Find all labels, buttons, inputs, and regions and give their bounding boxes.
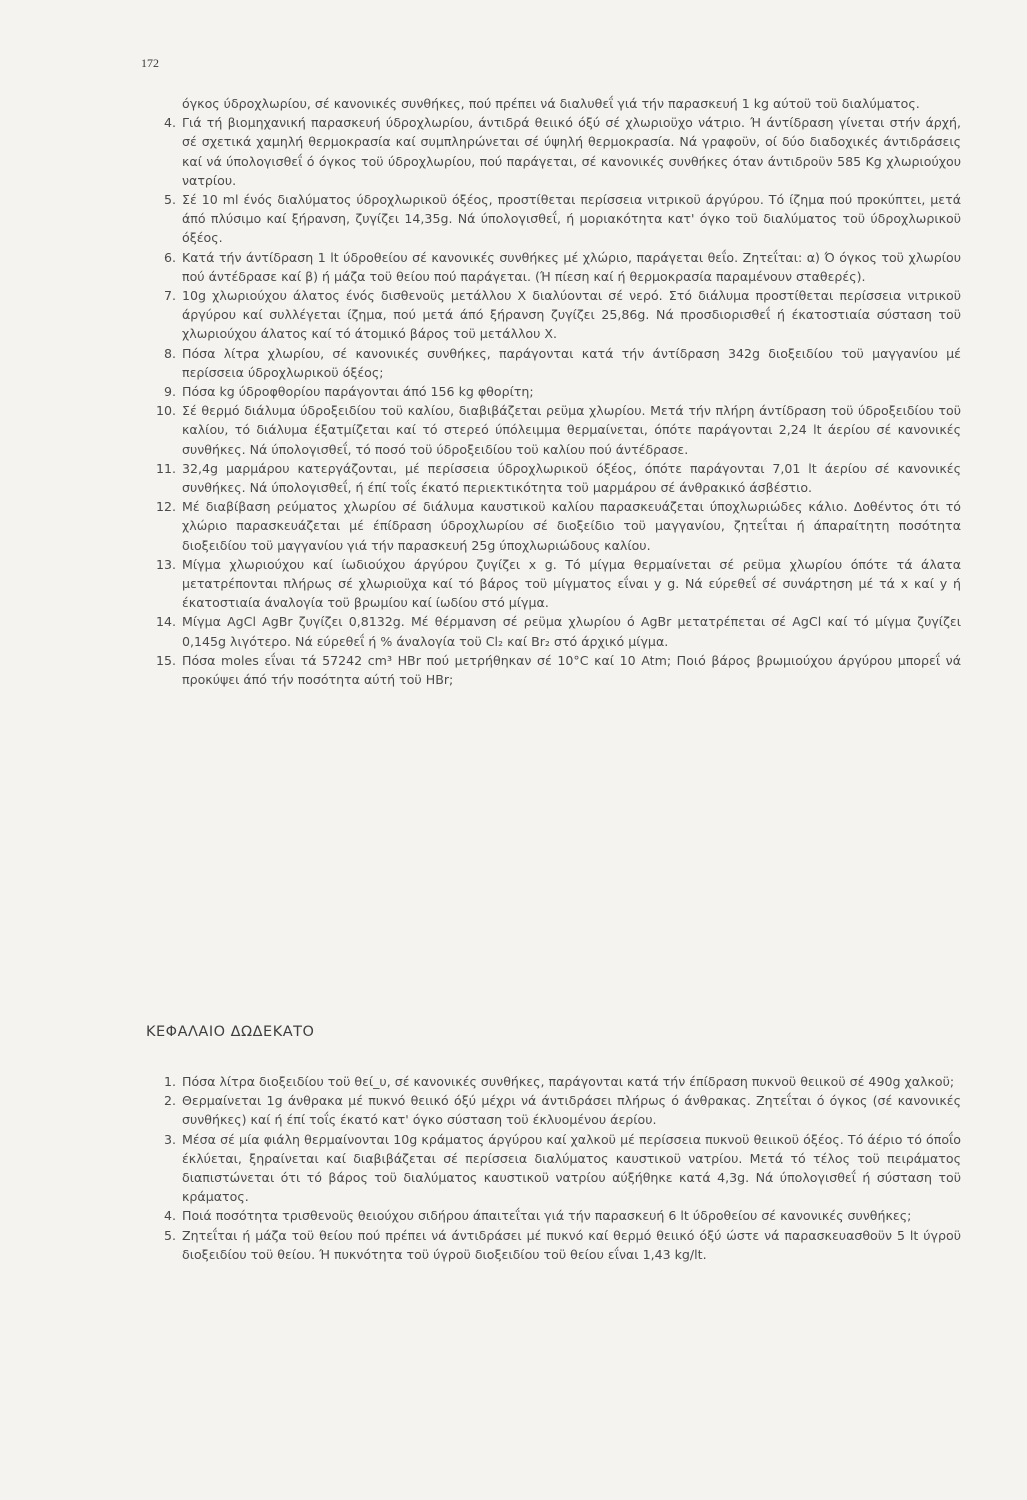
problem-number: 4. (163, 115, 176, 131)
problem-text: Σέ 10 ml ένός διαλύματος ύδροχλωρικοϋ όξέος, προστίθεται περίσσεια νιτρικοϋ άργύρου. Τό ίζημα πού προκύπτει, μετά άπό πλύσιμο καί ξήρανση, ζυγίζει 14,35g. Νά ύπολογισθεΐ, ή μοριακότητα κατ' όγκο τοϋ διαλύματος τοϋ ύδροχλωρικοϋ όξέος. (182, 192, 961, 246)
problem-item (146, 190, 961, 248)
problem-list (146, 113, 961, 689)
problem-text: Γιά τή βιομηχανική παρασκευή ύδροχλωρίου, άντιδρά θειικό όξύ σέ χλωριοϋχο νάτριο. Ή άντίδραση γίνεται στήν άρχή, σέ σχετικά χαμηλή θερμοκρασία καί συμπληρώνεται σέ ύψηλή θερμοκρασία. Νά γραφοϋν, οί δύο διαδοχικές άντιδράσεις καί νά ύπολογισθεΐ ό όγκος τοϋ ύδροχλωρίου, πού παράγεται, σέ κανονικές συνθήκες όταν άντιδροϋν 585 Kg χλωριούχου νατρίου. (182, 115, 961, 188)
chapter-problem-text: Θερμαίνεται 1g άνθρακα μέ πυκνό θειικό όξύ μέχρι νά άντιδράσει πλήρως ό άνθρακας. Ζητεΐται ό όγκος (σέ κανονικές συνθήκες) καί ή έπί τοΐς έκατό κατ' όγκο σύσταση τοϋ έκλυομένου άερίου. (182, 1093, 961, 1128)
chapter-problem-list (146, 1072, 961, 1264)
problem-number: 11. (155, 460, 176, 476)
problem-number: 8. (163, 345, 176, 361)
problem-item (146, 459, 961, 497)
chapter-problem-item (146, 1206, 961, 1225)
problem-text: Πόσα kg ύδροφθορίου παράγονται άπό 156 kg φθορίτη; (182, 384, 534, 400)
problem-item (146, 344, 961, 382)
chapter-problems-section (146, 1072, 961, 1264)
problem-text: Σέ θερμό διάλυμα ύδροξειδίου τοϋ καλίου, διαβιβάζεται ρεϋμα χλωρίου. Μετά τήν πλήρη άντίδραση τοϋ ύδροξειδίου τοϋ καλίου, τό διάλυμα έξατμίζεται καί τό στερεό ύπόλειμμα θερμαίνεται, όπότε παράγονται 2,24 lt άερίου σέ κανονικές συνθήκες. Νά ύπολογισθεΐ, τό ποσό τοϋ ύδροξειδίου τοϋ καλίου πού άντέδρασε. (182, 403, 961, 457)
chapter-problem-number: 1. (163, 1074, 176, 1089)
problem-number: 9. (163, 384, 176, 400)
problem-item (146, 555, 961, 613)
chapter-problem-item (146, 1130, 961, 1207)
problem-text: Μίγμα χλωριούχου καί ίωδιούχου άργύρου ζυγίζει x g. Τό μίγμα θερμαίνεται σέ ρεϋμα χλωρίου όπότε τά άλατα μετατρέπονται πλήρως σέ χλωριοϋχα καί τό βάρος τοϋ μίγματος εΐναι y g. Νά εύρεθεΐ σέ συνάρτηση μέ τά x καί y ή έκατοστιαία άναλογία τοϋ βρωμίου καί ίωδίου στό μίγμα. (182, 556, 961, 611)
problem-item (146, 382, 961, 401)
chapter-problem-number: 3. (163, 1131, 176, 1147)
problem-text: Πόσα λίτρα χλωρίου, σέ κανονικές συνθήκες, παράγονται κατά τήν άντίδραση 342g διοξειδίου τοϋ μαγγανίου μέ περίσσεια ύδροχλωρικοϋ όξέος; (182, 345, 961, 380)
problem-number: 15. (155, 652, 176, 668)
chapter-title: ΚΕΦΑΛΑΙΟ ΔΩΔΕΚΑΤΟ (146, 1024, 315, 1040)
problem-item (146, 113, 961, 190)
problem-item (146, 286, 961, 344)
problems-section (146, 94, 961, 689)
chapter-problem-number: 4. (163, 1208, 176, 1224)
chapter-problem-item (146, 1091, 961, 1129)
chapter-problem-text: Ζητεΐται ή μάζα τοϋ θείου πού πρέπει νά άντιδράσει μέ πυκνό καί θερμό θειικό όξύ ώστε νά παρασκευασθοϋν 5 lt ύγροϋ διοξειδίου τοϋ θείου. Ή πυκνότητα τοϋ ύγροϋ διοξειδίου τοϋ θείου εΐναι 1,43 kg/lt. (182, 1227, 961, 1262)
problem-number: 7. (163, 288, 176, 304)
chapter-problem-text: Ποιά ποσότητα τρισθενοϋς θειούχου σιδήρου άπαιτεΐται γιά τήν παρασκευή 6 lt ύδροθείου σέ κανονικές συνθήκες; (182, 1208, 912, 1224)
problem-text: 10g χλωριούχου άλατος ένός δισθενοϋς μετάλλου Χ διαλύονται σέ νερό. Στό διάλυμα προστίθεται περίσσεια νιτρικοϋ άργύρου καί συλλέγεται ίζημα, πού μετά άπό ξήρανση ζυγίζει 25,86g. Νά προσδιορισθεΐ ή έκατοστιαία σύσταση τοϋ χλωριούχου άλατος καί τό άτομικό βάρος τοϋ μετάλλου Χ. (182, 288, 961, 342)
chapter-problem-item (146, 1226, 961, 1264)
problem-text: Κατά τήν άντίδραση 1 lt ύδροθείου σέ κανονικές συνθήκες μέ χλώριο, παράγεται θεΐο. Ζητεΐται: α) Ό όγκος τοϋ χλωρίου πού άντέδρασε καί β) ή μάζα τοϋ θείου πού παράγεται. (Ή πίεση καί ή θερμοκρασία παραμένουν σταθερές). (182, 249, 961, 284)
problem-number: 6. (163, 249, 176, 265)
problem-text: Μέ διαβίβαση ρεύματος χλωρίου σέ διάλυμα καυστικοϋ καλίου παρασκευάζεται ύποχλωριώδες κάλιο. Δοθέντος ότι τό χλώριο παρασκευάζεται μέ έπίδραση ύδροχλωρίου σέ διοξείδιο τοϋ μαγγανίου, ζητεΐται ή άπαραίτητη ποσότητα διοξειδίου τοϋ μαγγανίου γιά τήν παρασκευή 25g ύποχλωριώδους καλίου. (182, 499, 961, 553)
problem-item (146, 612, 961, 650)
problem-item (146, 401, 961, 459)
problem-item (146, 497, 961, 555)
problem-text: Πόσα moles εΐναι τά 57242 cm³ HBr πού μετρήθηκαν σέ 10°C καί 10 Atm; Ποιό βάρος βρωμιούχου άργύρου μπορεΐ νά προκύψει άπό τήν ποσότητα αύτή τοϋ HBr; (182, 652, 961, 688)
problem-number: 10. (155, 403, 176, 419)
page-number: 172 (141, 56, 159, 70)
problem-number: 5. (163, 192, 176, 208)
chapter-problem-text: Μέσα σέ μία φιάλη θερμαίνονται 10g κράματος άργύρου καί χαλκοϋ μέ περίσσεια πυκνοϋ θειικοϋ όξέος. Τό άέριο τό όποΐο έκλύεται, ξηραίνεται καί διαβιβάζεται σέ περίσσεια διαλύματος καυστικοϋ νατρίου. Μετά τό τέλος τοϋ πειράματος διαπιστώνεται ότι τό βάρος τοϋ διαλύματος καυστικοϋ νατρίου αύξήθηκε κατά 4,3g. Νά ύπολογισθεΐ ή σύσταση τοϋ κράματος. (182, 1131, 961, 1205)
problem-number: 12. (155, 499, 176, 515)
problem-number: 13. (155, 556, 176, 572)
continuation-paragraph: όγκος ύδροχλωρίου, σέ κανονικές συνθήκες, πού πρέπει νά διαλυθεΐ γιά τήν παρασκευή 1 kg αύτοϋ τοϋ διαλύματος. (182, 96, 920, 111)
problem-item (146, 248, 961, 286)
chapter-problem-number: 5. (163, 1227, 176, 1243)
problem-item (146, 651, 961, 689)
chapter-problem-number: 2. (163, 1093, 176, 1109)
problem-text: Μίγμα AgCl AgBr ζυγίζει 0,8132g. Μέ θέρμανση σέ ρεϋμα χλωρίου ό AgBr μετατρέπεται σέ AgCl καί τό μίγμα ζυγίζει 0,145g λιγότερο. Νά εύρεθεΐ ή % άναλογία τοϋ Cl₂ καί Br₂ στό άρχικό μίγμα. (182, 614, 961, 649)
chapter-problem-item (146, 1072, 961, 1091)
problem-number: 14. (155, 614, 176, 630)
chapter-problem-text: Πόσα λίτρα διοξειδίου τοϋ θεί_υ, σέ κανονικές συνθήκες, παράγονται κατά τήν έπίδραση πυκνοϋ θειικοϋ σέ 490g χαλκοϋ; (182, 1074, 955, 1089)
problem-text: 32,4g μαρμάρου κατεργάζονται, μέ περίσσεια ύδροχλωρικοϋ όξέος, όπότε παράγονται 7,01 lt άερίου σέ κανονικές συνθήκες. Νά ύπολογισθεΐ, ή έπί τοΐς έκατό περιεκτικότητα τοϋ μαρμάρου σέ άνθρακικό άσβέστιο. (182, 460, 961, 496)
